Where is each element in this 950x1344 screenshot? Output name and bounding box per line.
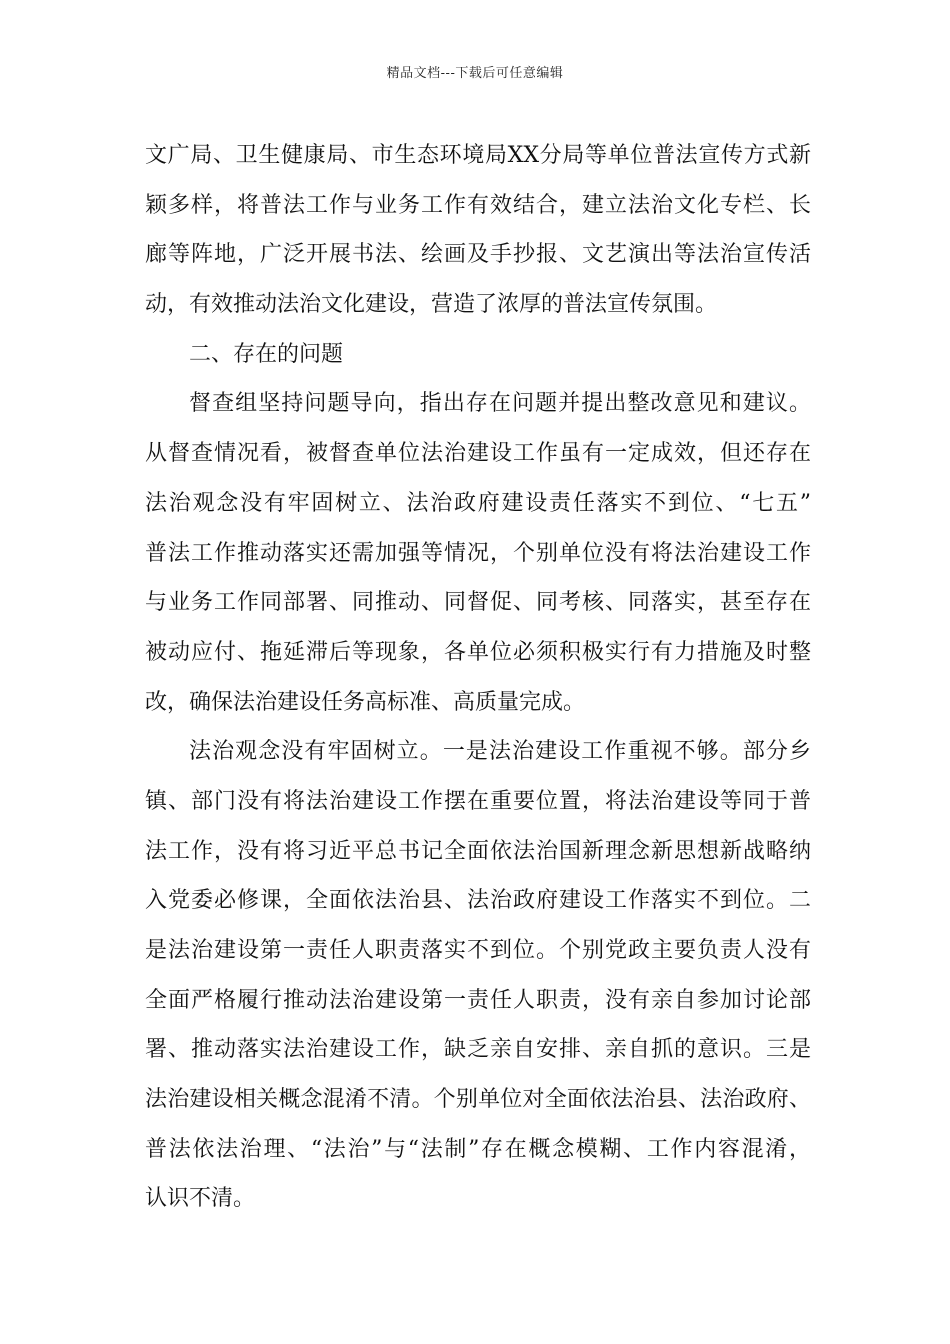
text-line: 入党委必修课，全面依法治县、法治政府建设工作落实不到位。二 [145,888,811,914]
text-line: 被动应付、拖延滞后等现象，各单位必须积极实行有力措施及时整 [145,639,811,665]
text-line: 与业务工作同部署、同推动、同督促、同考核、同落实，甚至存在 [145,590,811,616]
text-line: 认识不清。 [145,1186,256,1212]
text-line: 法治观念没有牢固树立。一是法治建设工作重视不够。部分乡 [189,739,811,765]
text-line: 动，有效推动法治文化建设，营造了浓厚的普法宣传氛围。 [145,292,718,318]
paragraph-3 [145,727,811,1224]
text-line: 改，确保法治建设任务高标准、高质量完成。 [145,689,586,715]
paragraph-1 [145,131,811,330]
text-line: 普法工作推动落实还需加强等情况，个别单位没有将法治建设工作 [145,540,811,566]
text-line: 法治观念没有牢固树立、法治政府建设责任落实不到位、“七五” [145,490,811,516]
text-line: 法治建设相关概念混淆不清。个别单位对全面依法治县、法治政府、 [145,1087,811,1113]
text-line: 廊等阵地，广泛开展书法、绘画及手抄报、文艺演出等法治宣传活 [145,242,811,268]
text-line: 普法依法治理、“法治”与“法制”存在概念模糊、工作内容混淆， [145,1136,811,1162]
text-line: 文广局、卫生健康局、市生态环境局XX分局等单位普法宣传方式新 [145,143,811,168]
heading-text: 二、存在的问题 [189,341,344,367]
page-header: 精品文档---下载后可任意编辑 [386,66,564,81]
text-line: 颖多样，将普法工作与业务工作有效结合，建立法治文化专栏、长 [145,192,811,218]
text-line: 从督查情况看，被督查单位法治建设工作虽有一定成效，但还存在 [145,441,811,467]
text-line: 是法治建设第一责任人职责落实不到位。个别党政主要负责人没有 [145,938,811,963]
section-heading [145,330,811,380]
paragraph-2 [145,379,811,727]
text-line: 署、推动落实法治建设工作，缺乏亲自安排、亲自抓的意识。三是 [145,1037,811,1063]
text-line: 镇、部门没有将法治建设工作摆在重要位置，将法治建设等同于普 [145,788,811,814]
text-line: 全面严格履行推动法治建设第一责任人职责，没有亲自参加讨论部 [145,987,811,1013]
text-line: 法工作，没有将习近平总书记全面依法治国新理念新思想新战略纳 [145,838,811,864]
document-body [145,131,811,1224]
text-line: 督查组坚持问题导向，指出存在问题并提出整改意见和建议。 [189,391,811,417]
